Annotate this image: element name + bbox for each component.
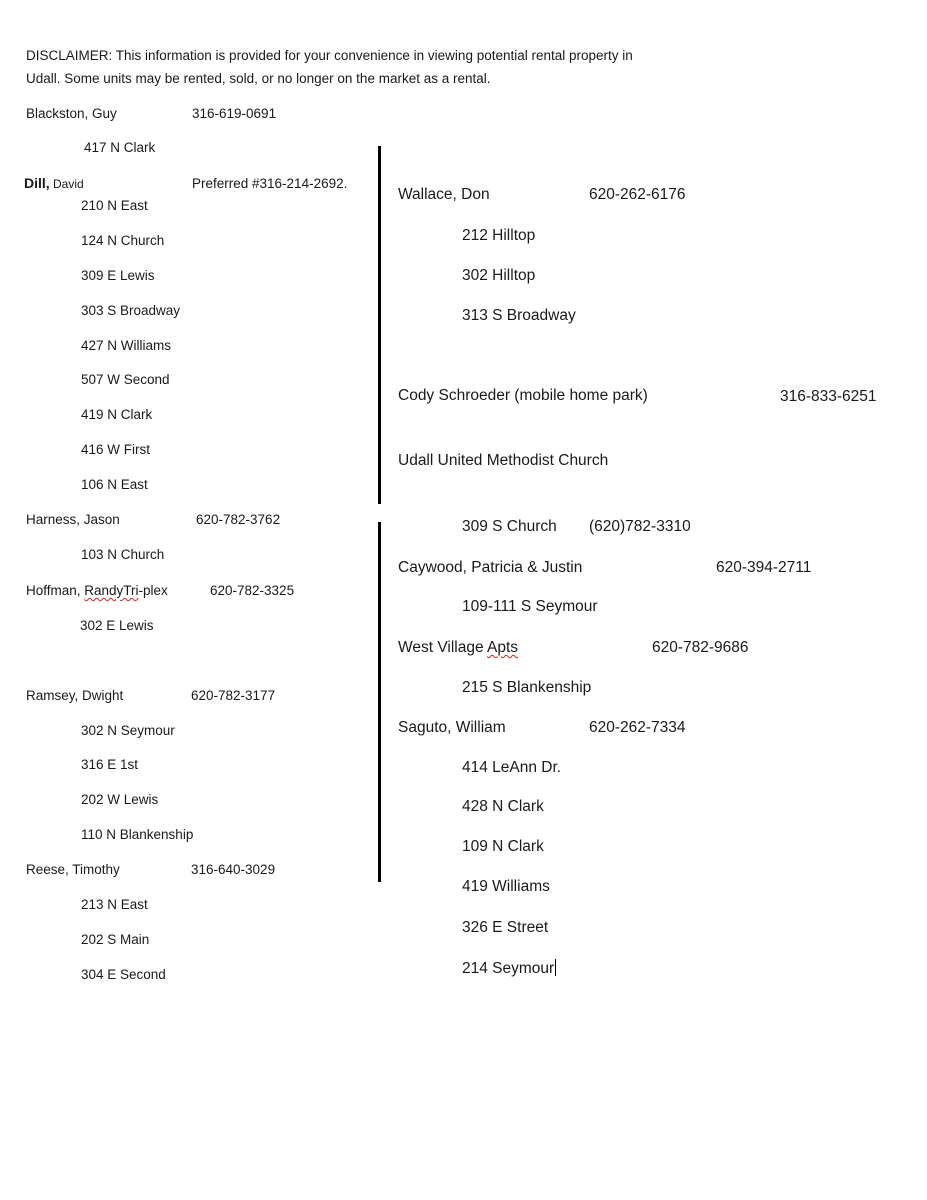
address-item: 414 LeAnn Dr. <box>462 759 562 776</box>
address-item: 304 E Second <box>81 967 166 982</box>
owner-hoffman-name-misspelled: RandyTri <box>84 583 139 598</box>
owner-ramsey-name: Ramsey, Dwight <box>26 688 124 703</box>
owner-wallace-phone: 620-262-6176 <box>589 186 686 203</box>
owner-dill-first: David <box>49 177 84 191</box>
address-item: 109 N Clark <box>462 838 544 855</box>
owner-harness-name: Harness, Jason <box>26 512 120 527</box>
owner-westvillage-name <box>398 639 518 657</box>
disclaimer-line-1: DISCLAIMER: This information is provided for your convenience in viewing potential rental property in <box>26 48 633 63</box>
address-item: 419 N Clark <box>81 407 153 422</box>
address-item: 316 E 1st <box>81 757 139 772</box>
address-item: 212 Hilltop <box>462 227 536 244</box>
owner-saguto-name: Saguto, William <box>398 719 506 736</box>
owner-dill-last: Dill, <box>24 175 50 191</box>
owner-saguto-phone: 620-262-7334 <box>589 719 686 736</box>
owner-methodist-phone: (620)782-3310 <box>589 518 691 535</box>
owner-westvillage-name-misspelled: Apts <box>487 639 519 656</box>
address-item: 210 N East <box>81 198 148 213</box>
address-item: 202 S Main <box>81 932 150 947</box>
owner-blackston-name: Blackston, Guy <box>26 106 117 121</box>
address-item: 103 N Church <box>81 547 165 562</box>
address-item: 202 W Lewis <box>81 792 159 807</box>
column-divider-upper <box>378 146 381 504</box>
address-item: 326 E Street <box>462 919 549 936</box>
address-item: 214 Seymour <box>462 960 555 977</box>
owner-reese-name: Reese, Timothy <box>26 862 120 877</box>
owner-wallace-name: Wallace, Don <box>398 186 490 203</box>
address-item: 303 S Broadway <box>81 303 181 318</box>
owner-westvillage-phone: 620-782-9686 <box>652 639 749 656</box>
column-divider-lower <box>378 522 381 882</box>
address-item: 109-111 S Seymour <box>462 598 598 615</box>
address-item: 419 Williams <box>462 878 550 895</box>
address-item-last[interactable] <box>462 959 556 978</box>
address-item: 302 Hilltop <box>462 267 536 284</box>
address-item: 427 N Williams <box>81 338 172 353</box>
owner-dill-phone: Preferred #316-214-2692. <box>192 176 348 191</box>
owner-caywood-name: Caywood, Patricia & Justin <box>398 559 583 576</box>
address-item: 309 S Church <box>462 518 557 535</box>
address-item: 124 N Church <box>81 233 165 248</box>
address-item: 313 S Broadway <box>462 307 576 324</box>
address-item: 106 N East <box>81 477 148 492</box>
address-item: 215 S Blankenship <box>462 679 592 696</box>
owner-ramsey-phone: 620-782-3177 <box>191 688 276 703</box>
address-item: 110 N Blankenship <box>81 827 194 842</box>
owner-methodist-name: Udall United Methodist Church <box>398 452 609 469</box>
address-item: 302 E Lewis <box>80 618 154 633</box>
owner-hoffman-phone: 620-782-3325 <box>210 583 295 598</box>
owner-blackston-phone: 316-619-0691 <box>192 106 277 121</box>
address-item: 416 W First <box>81 442 151 457</box>
address-item: 428 N Clark <box>462 798 544 815</box>
owner-schroeder-name: Cody Schroeder (mobile home park) <box>398 387 648 404</box>
owner-dill-name <box>24 175 84 193</box>
owner-hoffman-name <box>26 583 168 598</box>
owner-hoffman-name-pre: Hoffman, <box>26 583 85 598</box>
owner-caywood-phone: 620-394-2711 <box>716 559 812 576</box>
address-item: 507 W Second <box>81 372 170 387</box>
disclaimer-line-2: Udall. Some units may be rented, sold, or no longer on the market as a rental. <box>26 71 491 86</box>
owner-hoffman-name-post: -plex <box>138 583 168 598</box>
owner-schroeder-phone: 316-833-6251 <box>780 388 877 405</box>
address-item: 309 E Lewis <box>81 268 155 283</box>
address-item: 213 N East <box>81 897 148 912</box>
address-item: 302 N Seymour <box>81 723 175 738</box>
text-cursor <box>555 959 556 976</box>
owner-harness-phone: 620-782-3762 <box>196 512 281 527</box>
address-item: 417 N Clark <box>84 140 156 155</box>
owner-reese-phone: 316-640-3029 <box>191 862 276 877</box>
owner-westvillage-name-pre: West Village <box>398 639 488 656</box>
